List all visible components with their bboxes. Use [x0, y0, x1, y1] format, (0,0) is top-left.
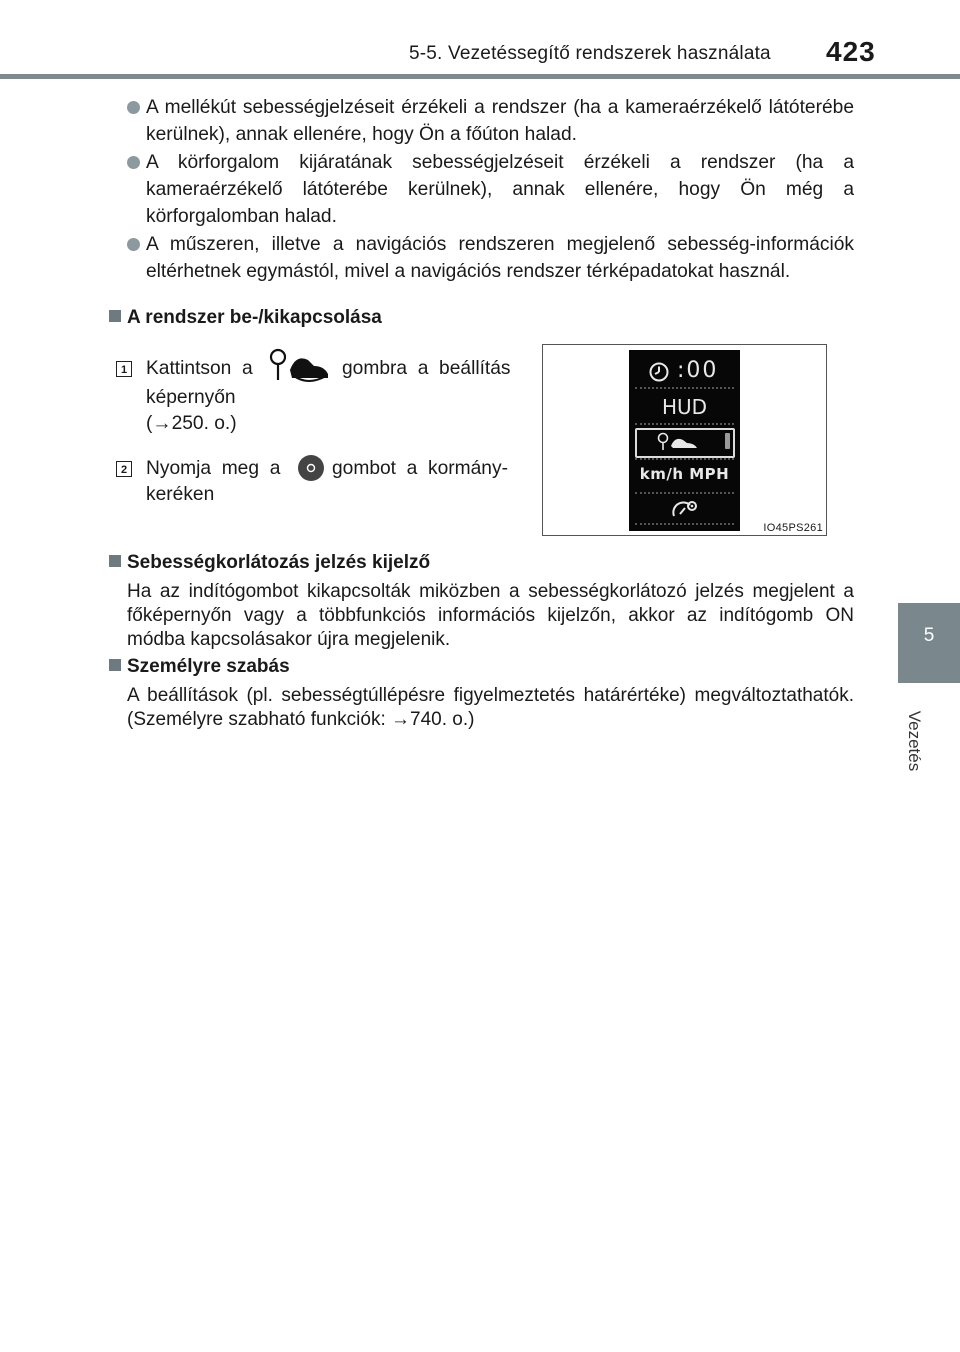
bullet-dot-icon: [127, 238, 140, 251]
bullet-item: [127, 149, 854, 230]
settings-screen-figure: [542, 344, 827, 536]
hud-label: HUD: [661, 395, 708, 419]
step-1-after: gombra a beállítás: [342, 358, 511, 379]
chapter-tab: [898, 603, 960, 683]
bullet-item: [127, 231, 854, 285]
step-1-ref: (→250. o.): [146, 413, 237, 434]
clock-time: :00: [677, 358, 719, 383]
section-heading-customization: Személyre szabás: [109, 656, 290, 678]
section-heading-onoff: A rendszer be-/kikapcsolása: [109, 307, 382, 329]
heading-square-icon: [109, 555, 121, 567]
bullet-text: A mellékút sebességjelzéseit érzékeli a rendszer (ha a kameraérzékelő látóterébe kerülnek), annak ellenére, hogy Ön a főúton halad.: [146, 97, 854, 145]
page-number: 423: [826, 36, 876, 67]
bullet-dot-icon: [127, 101, 140, 114]
chapter-section-title: 5-5. Vezetéssegítő rendszerek használata: [409, 43, 771, 64]
heading-square-icon: [109, 659, 121, 671]
step-2-line2: keréken: [146, 484, 215, 505]
steering-button-icon: [296, 453, 326, 483]
bullet-text: A körforgalom kijáratának sebességjelzéseit érzékeli a rendszer (ha a kameraérzékelő látóterébe kerülnek), annak ellenére, hogy Ön még a körforgalomban halad.: [146, 152, 854, 227]
section-heading-display: Sebességkorlátozás jelzés kijelző: [109, 552, 430, 574]
display-paragraph: Ha az indítógombot kikapcsolták miközben a sebességkorlátozó jelzés megjelent a főképernyőn vagy a többfunkciós információs kijelzőn, akkor az indítógomb ON módba kapcsolásakor újra megjelenik.: [127, 581, 854, 650]
gauge-settings-icon: [671, 498, 699, 520]
customization-paragraph: A beállítások (pl. sebességtúllépésre figyelmeztetés határértéke) megváltoztathatók. (Személyre szabható funkciók: →740. o.): [127, 685, 854, 730]
clock-icon: [648, 361, 670, 383]
heading-square-icon: [109, 310, 121, 322]
menu-separator: [635, 523, 734, 527]
menu-separator: [635, 423, 734, 427]
display-screen: [629, 350, 740, 531]
step-1-before: Kattintson a: [146, 358, 253, 379]
menu-separator: [635, 387, 734, 391]
speed-sign-display-icon: [657, 432, 707, 452]
bullet-text: A műszeren, illetve a navigációs rendszeren megjelenő sebesség-információk eltérhetnek egymástól, mivel a navigációs rendszer térképadatokat használ.: [146, 234, 854, 282]
menu-separator: [635, 492, 734, 496]
speed-sign-display-icon: [268, 346, 336, 386]
chapter-side-label: [892, 696, 936, 786]
step-number-2: 2: [116, 461, 132, 477]
chapter-number: 5: [923, 625, 935, 646]
bullet-item: [127, 94, 854, 148]
header-divider: [0, 74, 960, 79]
step-1-line2: képernyőn: [146, 387, 236, 408]
chapter-label: Vezetés: [905, 710, 924, 772]
bullet-dot-icon: [127, 156, 140, 169]
toggle-indicator: [725, 433, 730, 449]
menu-separator: [635, 458, 734, 462]
sign-display-menu-item-selected[interactable]: [635, 428, 735, 458]
figure-code: IO45PS261: [763, 522, 823, 534]
step-number-1: 1: [116, 361, 132, 377]
units-label: km/h MPH: [639, 465, 730, 483]
